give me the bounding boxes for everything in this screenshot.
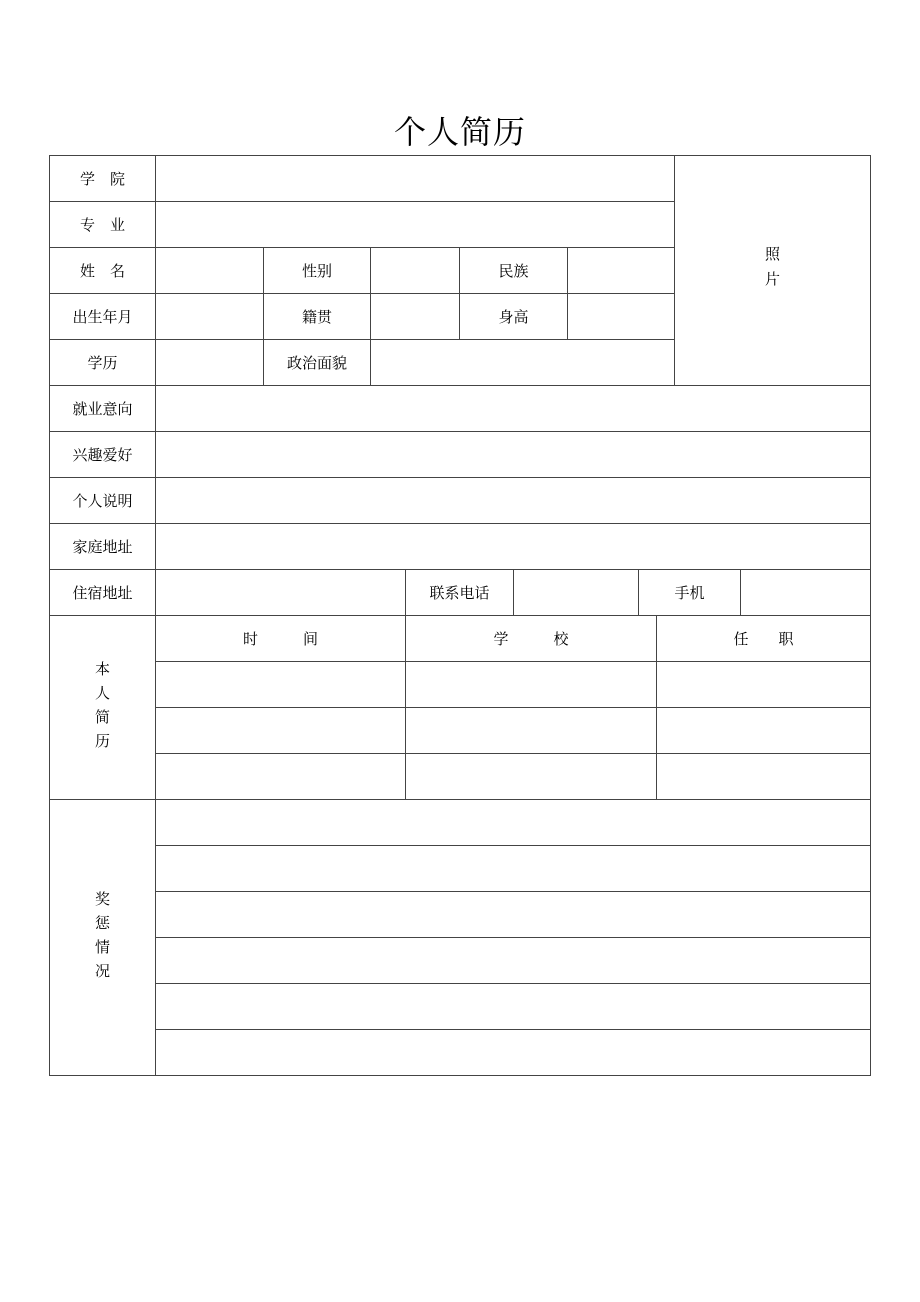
awards-row[interactable] xyxy=(155,845,871,892)
photo-label-char: 片 xyxy=(764,269,780,288)
page-title: 个人简历 xyxy=(393,113,526,151)
label-contact-phone: 联系电话 xyxy=(405,569,514,616)
resume-row-position[interactable] xyxy=(656,707,871,754)
label-native-place: 籍贯 xyxy=(263,293,371,340)
resume-row-position[interactable] xyxy=(656,753,871,800)
label-name: 姓 名 xyxy=(49,247,156,294)
label-political-status: 政治面貌 xyxy=(263,339,371,386)
label-career-intent: 就业意向 xyxy=(49,385,156,432)
label-personal-statement: 个人说明 xyxy=(49,477,156,524)
field-height[interactable] xyxy=(567,293,675,340)
field-dorm-address[interactable] xyxy=(155,569,406,616)
field-native-place[interactable] xyxy=(370,293,460,340)
resume-section-char: 简 xyxy=(94,707,110,726)
resume-header-school: 学 校 xyxy=(405,615,657,662)
resume-section-char: 人 xyxy=(94,683,110,702)
label-gender: 性别 xyxy=(263,247,371,294)
field-political-status[interactable] xyxy=(370,339,675,386)
field-major[interactable] xyxy=(155,201,675,248)
field-contact-phone[interactable] xyxy=(513,569,639,616)
field-birth[interactable] xyxy=(155,293,264,340)
resume-row-time[interactable] xyxy=(155,661,406,708)
awards-section-char: 奖 xyxy=(94,889,110,908)
label-education: 学历 xyxy=(49,339,156,386)
awards-row[interactable] xyxy=(155,891,871,938)
awards-section-char: 惩 xyxy=(94,913,110,932)
awards-row[interactable] xyxy=(155,937,871,984)
awards-row[interactable] xyxy=(155,983,871,1030)
label-dorm-address: 住宿地址 xyxy=(49,569,156,616)
label-resume-section xyxy=(49,615,156,800)
resume-row-time[interactable] xyxy=(155,753,406,800)
resume-row-position[interactable] xyxy=(656,661,871,708)
awards-row[interactable] xyxy=(155,1029,871,1076)
label-major: 专 业 xyxy=(49,201,156,248)
resume-row-school[interactable] xyxy=(405,707,657,754)
resume-section-char: 本 xyxy=(94,659,110,678)
label-birth: 出生年月 xyxy=(49,293,156,340)
photo-box[interactable] xyxy=(674,155,871,386)
field-ethnicity[interactable] xyxy=(567,247,675,294)
awards-section-char: 况 xyxy=(94,961,110,980)
awards-section-char: 情 xyxy=(94,937,110,956)
awards-row[interactable] xyxy=(155,799,871,846)
label-mobile: 手机 xyxy=(638,569,741,616)
photo-label-char: 照 xyxy=(764,244,780,263)
field-hobbies[interactable] xyxy=(155,431,871,478)
label-ethnicity: 民族 xyxy=(459,247,568,294)
resume-section-char: 历 xyxy=(94,731,110,750)
photo-label xyxy=(765,242,780,292)
label-hobbies: 兴趣爱好 xyxy=(49,431,156,478)
label-awards-section xyxy=(49,799,156,1076)
field-gender[interactable] xyxy=(370,247,460,294)
field-mobile[interactable] xyxy=(740,569,871,616)
label-height: 身高 xyxy=(459,293,568,340)
field-name[interactable] xyxy=(155,247,264,294)
resume-header-time: 时 间 xyxy=(155,615,406,662)
resume-row-school[interactable] xyxy=(405,661,657,708)
label-home-address: 家庭地址 xyxy=(49,523,156,570)
field-home-address[interactable] xyxy=(155,523,871,570)
awards-section-label xyxy=(95,887,110,983)
field-college[interactable] xyxy=(155,155,675,202)
field-personal-statement[interactable] xyxy=(155,477,871,524)
resume-row-time[interactable] xyxy=(155,707,406,754)
field-career-intent[interactable] xyxy=(155,385,871,432)
label-college: 学 院 xyxy=(49,155,156,202)
resume-section-label xyxy=(95,657,110,753)
resume-row-school[interactable] xyxy=(405,753,657,800)
field-education[interactable] xyxy=(155,339,264,386)
resume-header-position: 任 职 xyxy=(656,615,871,662)
